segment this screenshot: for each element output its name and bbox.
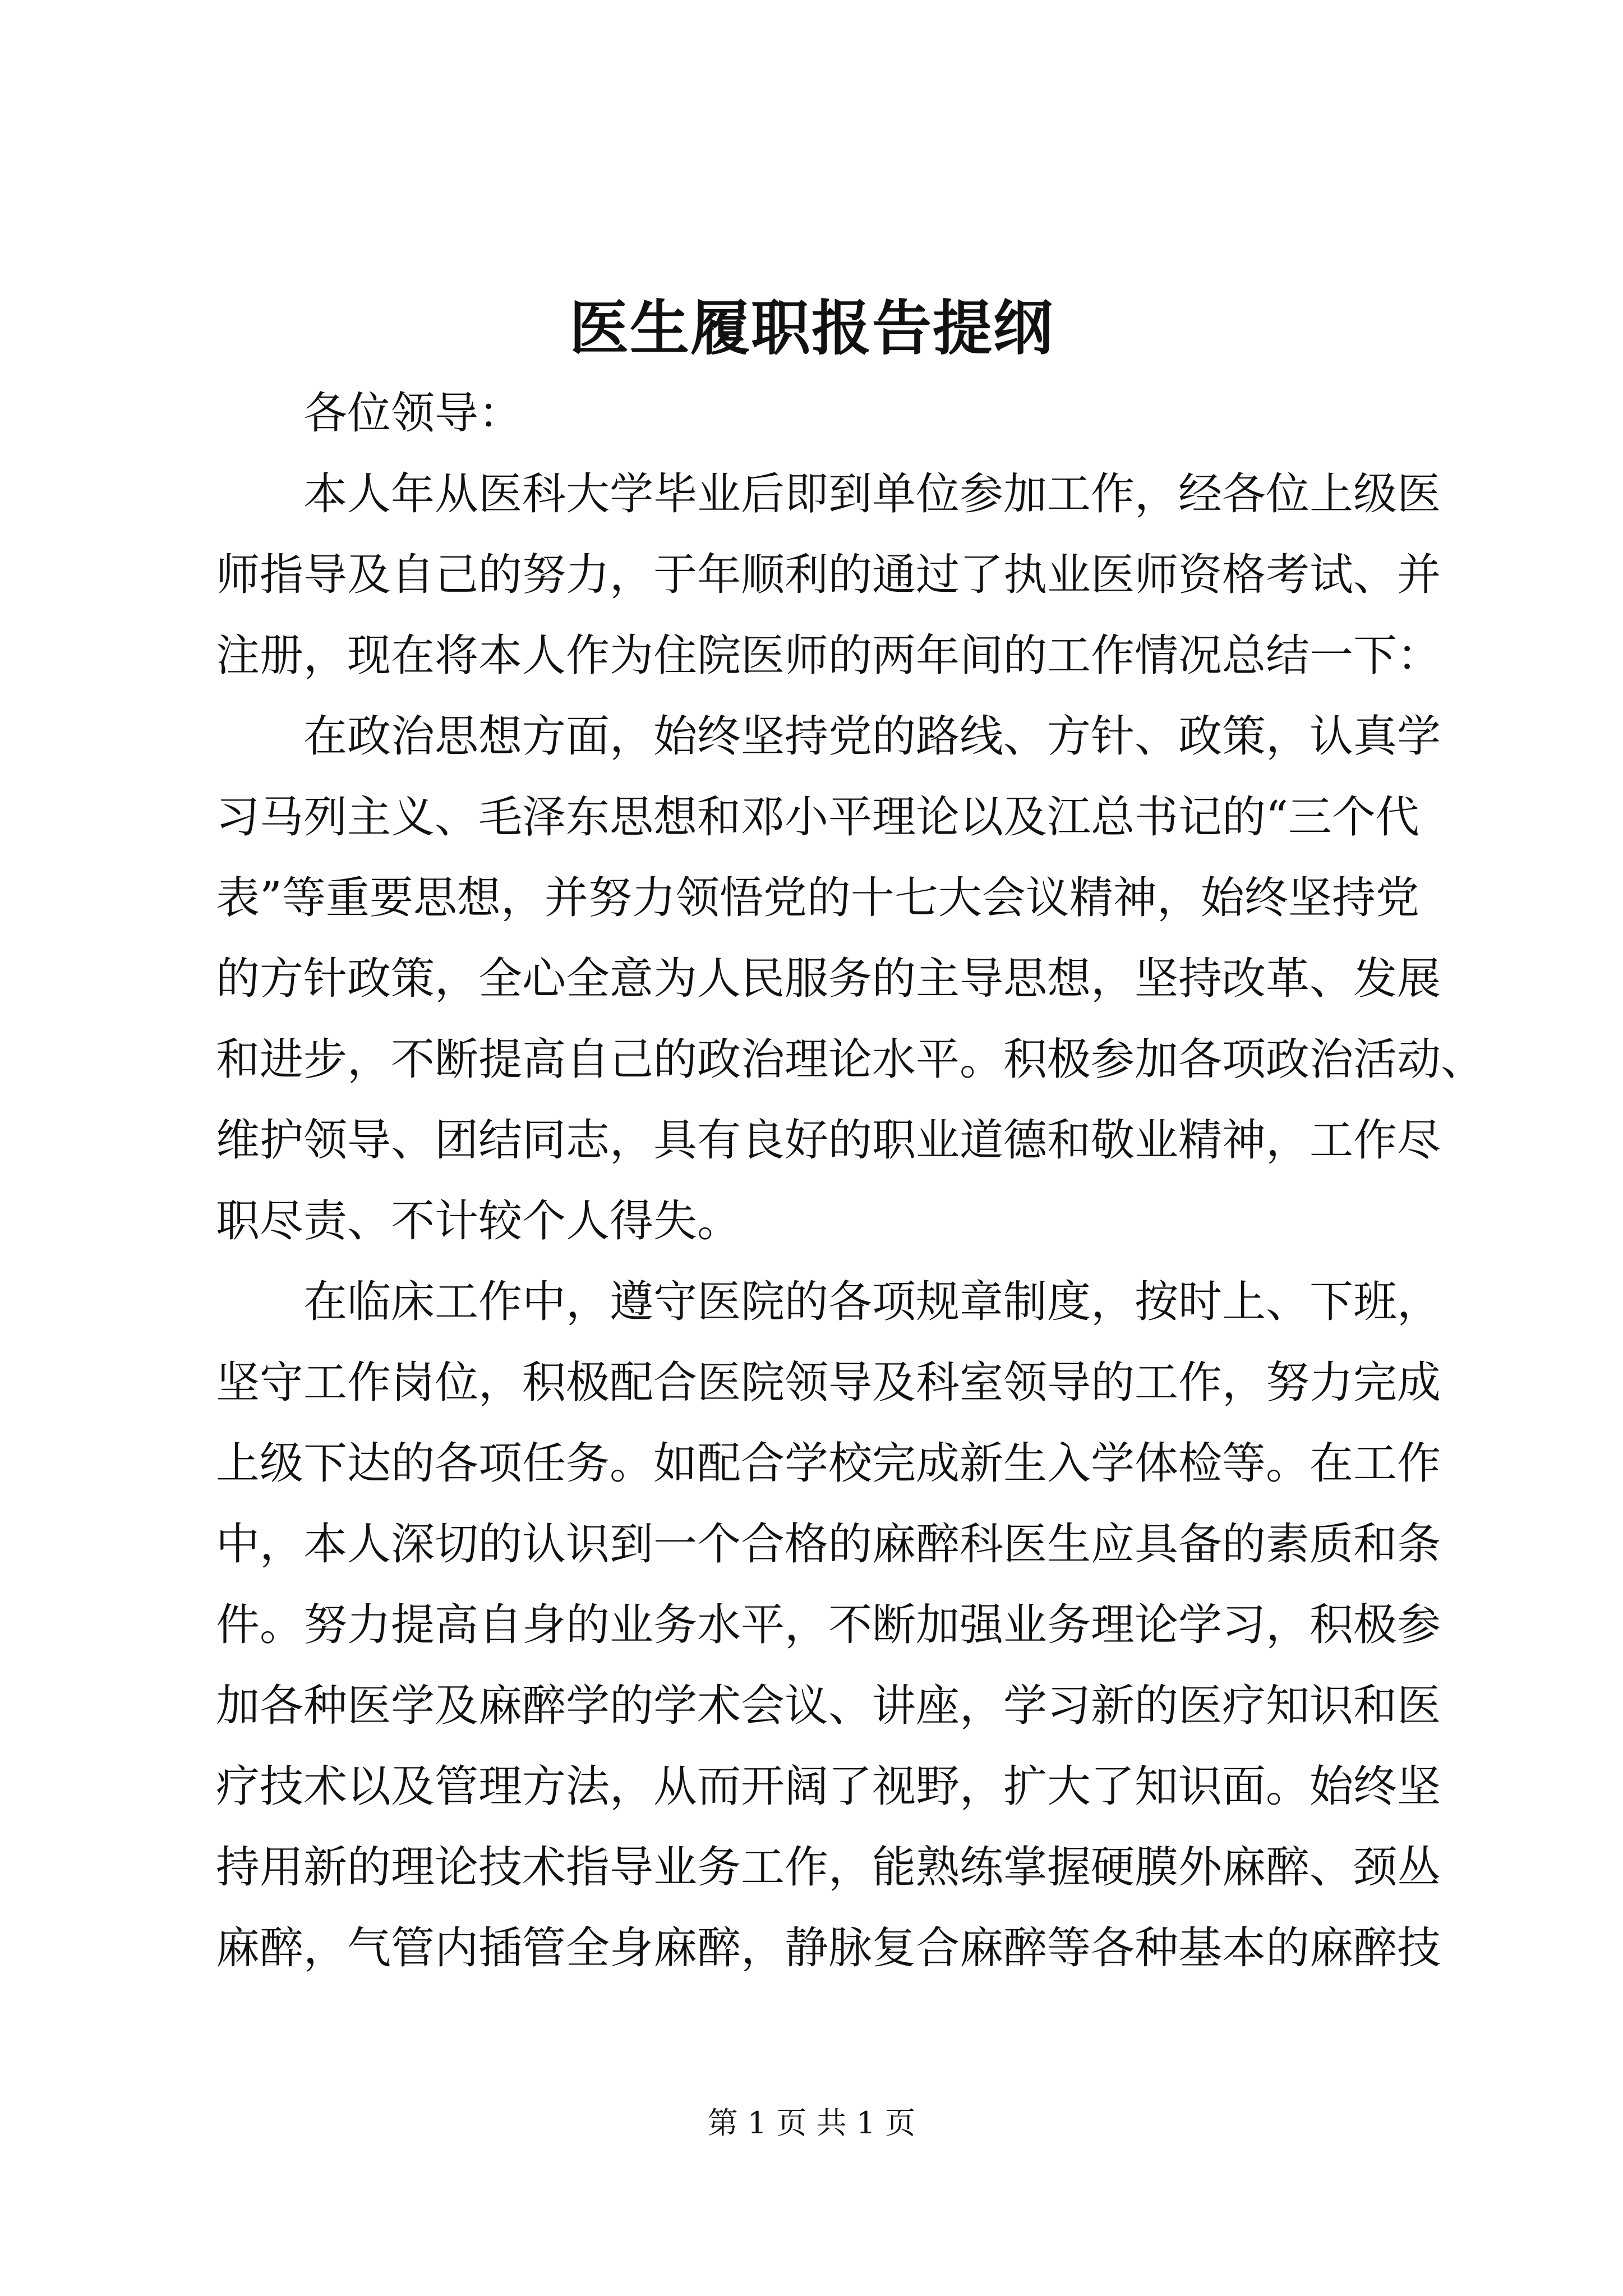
body-line: 的方针政策，全心全意为人民服务的主导思想，坚持改革、发展	[216, 954, 1441, 1004]
document-body	[216, 373, 1485, 1989]
body-line: 在临床工作中，遵守医院的各项规章制度，按时上、下班，	[303, 1277, 1441, 1327]
body-line: 表”等重要思想，并努力领悟党的十七大会议精神，始终坚持党	[216, 873, 1419, 923]
body-line: 疗技术以及管理方法，从而开阔了视野，扩大了知识面。始终坚	[216, 1761, 1441, 1812]
body-line: 麻醉，气管内插管全身麻醉，静脉复合麻醉等各种基本的麻醉技	[216, 1923, 1441, 1973]
body-line: 注册，现在将本人作为住院医师的两年间的工作情况总结一下：	[216, 631, 1441, 681]
body-line: 师指导及自己的努力，于年顺利的通过了执业医师资格考试、并	[216, 550, 1441, 600]
salutation: 各位领导：	[303, 388, 523, 439]
body-line: 上级下达的各项任务。如配合学校完成新生入学体检等。在工作	[216, 1438, 1441, 1489]
body-line: 维护领导、团结同志，具有良好的职业道德和敬业精神，工作尽	[216, 1115, 1441, 1166]
body-line: 加各种医学及麻醉学的学术会议、讲座，学习新的医疗知识和医	[216, 1681, 1441, 1731]
body-line: 坚守工作岗位，积极配合医院领导及科室领导的工作，努力完成	[216, 1358, 1441, 1408]
body-line: 持用新的理论技术指导业务工作，能熟练掌握硬膜外麻醉、颈丛	[216, 1842, 1441, 1893]
body-line: 和进步，不断提高自己的政治理论水平。积极参加各项政治活动、	[216, 1034, 1485, 1085]
body-line: 件。努力提高自身的业务水平，不断加强业务理论学习，积极参	[216, 1600, 1441, 1650]
body-line: 中，本人深切的认识到一个合格的麻醉科医生应具备的素质和条	[216, 1519, 1441, 1570]
body-line: 在政治思想方面，始终坚持党的路线、方针、政策，认真学	[303, 711, 1441, 762]
body-line: 本人年从医科大学毕业后即到单位参加工作，经各位上级医	[303, 469, 1441, 519]
page-number-footer: 第 1 页 共 1 页	[707, 2105, 916, 2141]
body-line: 职尽责、不计较个人得失。	[216, 1196, 741, 1246]
document-title: 医生履职报告提纲	[569, 293, 1054, 363]
body-line: 习马列主义、毛泽东思想和邓小平理论以及江总书记的“三个代	[216, 792, 1419, 843]
